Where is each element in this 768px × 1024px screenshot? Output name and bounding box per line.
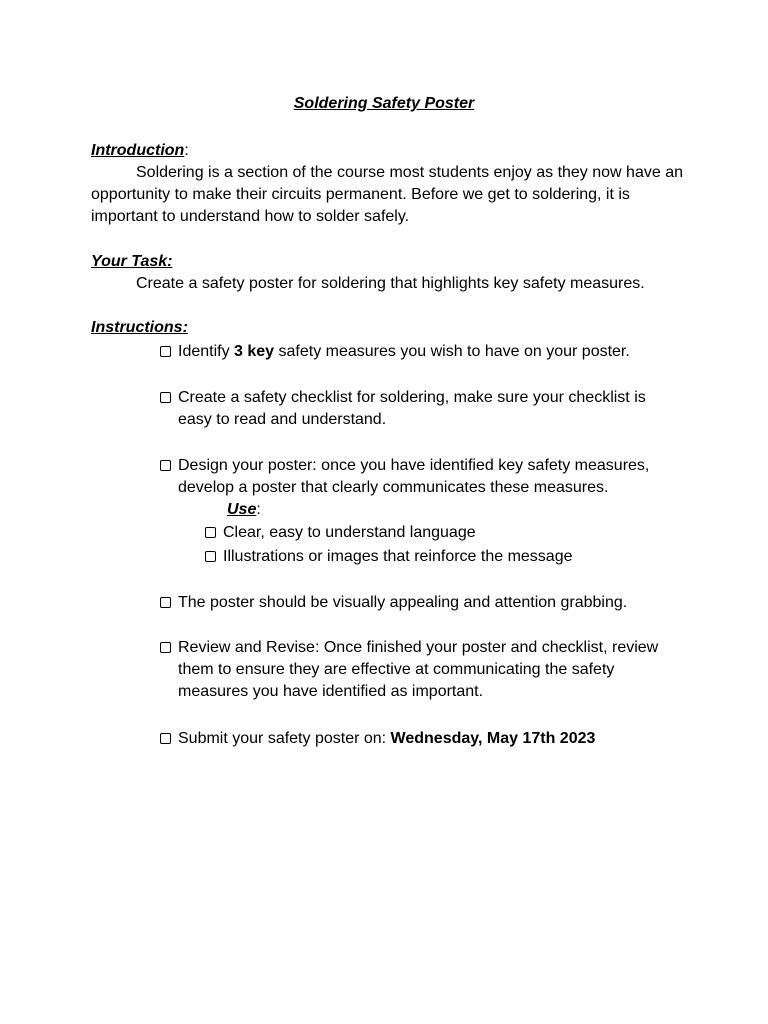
item-text-part: Submit your safety poster on: <box>178 730 391 747</box>
instructions-heading-text: Instructions: <box>91 319 188 336</box>
task-heading-text: Your Task: <box>91 253 173 270</box>
task-heading <box>91 251 173 273</box>
checklist-subitem-illustrations <box>205 546 685 568</box>
checklist-item-text <box>178 341 680 363</box>
checkbox-icon[interactable] <box>160 460 171 471</box>
item-text-bold: 3 key <box>234 343 275 360</box>
checkbox-icon[interactable] <box>160 392 171 403</box>
submit-date: Wednesday, May 17th 2023 <box>390 730 596 747</box>
item-text-part: safety measures you wish to have on your poster. <box>274 343 630 360</box>
document-title: Soldering Safety Poster <box>293 95 475 112</box>
checkbox-icon[interactable] <box>160 346 171 357</box>
checklist-item-text: Review and Revise: Once finished your poster and checklist, review them to ensure they are effective at communicating the safety measures you have identified as important. <box>178 639 659 700</box>
instructions-heading <box>91 317 188 339</box>
use-label <box>227 499 261 521</box>
introduction-paragraph: Soldering is a section of the course most students enjoy as they now have an opportunity to make their circuits permanent. Before we get to soldering, it is important to understand how to solder safely. <box>91 164 683 225</box>
checkbox-icon[interactable] <box>160 597 171 608</box>
checklist-item-text: Clear, easy to understand language <box>223 524 476 541</box>
item-text-part: Identify <box>178 343 235 360</box>
introduction-heading-colon: : <box>184 142 189 159</box>
checklist-item-identify <box>160 341 680 363</box>
checkbox-icon[interactable] <box>205 527 216 538</box>
checkbox-icon[interactable] <box>205 551 216 562</box>
introduction-heading <box>91 140 189 162</box>
checklist-subitem-language <box>205 522 685 544</box>
task-paragraph: Create a safety poster for soldering that highlights key safety measures. <box>136 275 645 292</box>
checklist-item-appeal <box>160 592 680 614</box>
use-label-colon: : <box>256 501 261 518</box>
introduction-heading-text: Introduction <box>91 142 185 159</box>
checklist-item-text: Design your poster: once you have identified key safety measures, develop a poster that clearly communicates these measures. <box>178 457 650 496</box>
use-label-text: Use <box>227 501 257 518</box>
checklist-item-text: Illustrations or images that reinforce the message <box>223 548 573 565</box>
checkbox-icon[interactable] <box>160 733 171 744</box>
checklist-item-checklist <box>160 387 680 431</box>
checklist-item-design <box>160 455 680 499</box>
checklist-item-text <box>178 728 680 750</box>
checkbox-icon[interactable] <box>160 642 171 653</box>
checklist-item-review <box>160 637 680 703</box>
checklist-item-submit <box>160 728 680 750</box>
checklist-item-text: Create a safety checklist for soldering, make sure your checklist is easy to read and understand. <box>178 389 646 428</box>
checklist-item-text: The poster should be visually appealing and attention grabbing. <box>178 594 628 611</box>
